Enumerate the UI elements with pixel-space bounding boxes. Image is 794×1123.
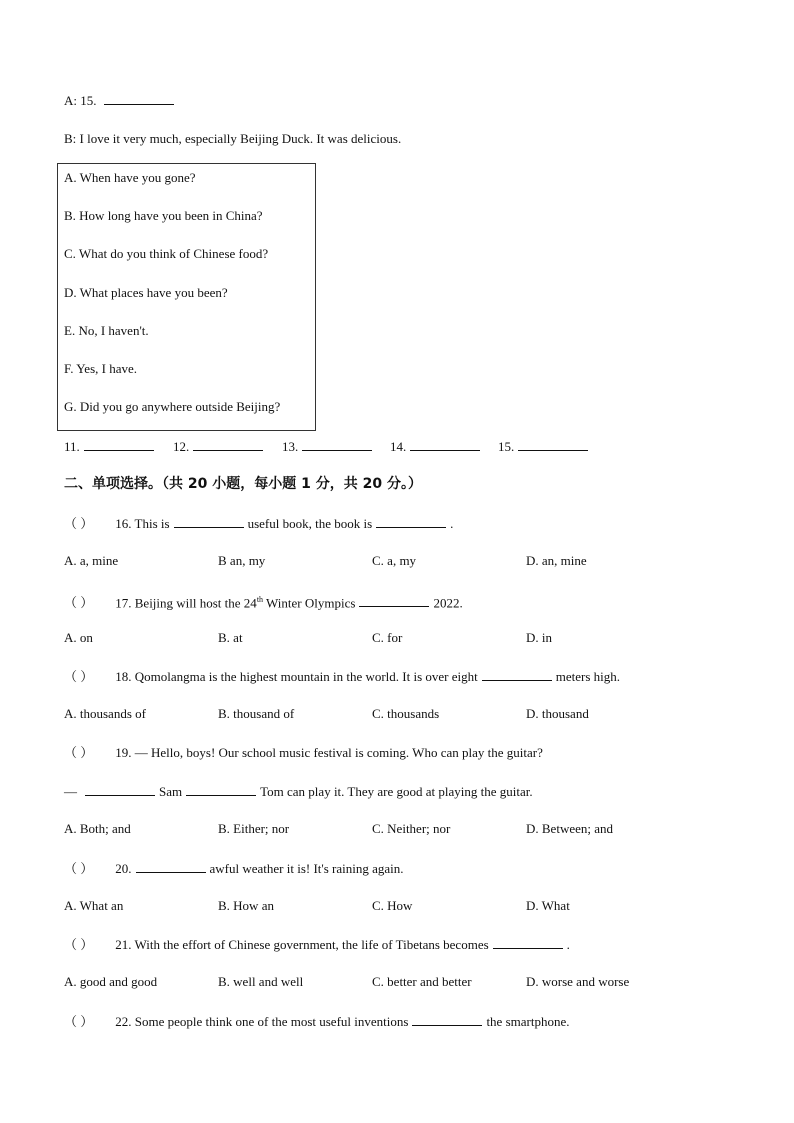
answer-blank[interactable] — [410, 438, 480, 451]
answer-paren[interactable]: （ ） — [64, 1014, 94, 1029]
dialogue-dash: — — [64, 784, 77, 799]
question-text: Sam — [159, 784, 183, 799]
question-text: 19. — Hello, boys! Our school music festival is coming. Who can play the guitar? — [115, 745, 543, 760]
answer-blank[interactable] — [136, 860, 206, 873]
answer-blank[interactable] — [193, 438, 263, 451]
answer-number: 11. — [64, 439, 80, 454]
question-text: Tom can play it. They are good at playing the guitar. — [260, 784, 533, 799]
q19-option-b: B. Either; nor — [218, 821, 290, 836]
q16-option-c: C. a, my — [372, 553, 417, 568]
q19-option-c: C. Neither; nor — [372, 821, 451, 836]
q18-option-a: A. thousands of — [64, 706, 146, 721]
question-21 — [64, 936, 570, 953]
q16-option-d: D. an, mine — [526, 553, 587, 568]
answer-number: 14. — [390, 439, 407, 454]
box-option-d: D. What places have you been? — [64, 285, 228, 300]
answer-paren[interactable]: （ ） — [64, 937, 94, 952]
question-text: the smartphone. — [486, 1014, 570, 1029]
answer-blank[interactable] — [359, 594, 429, 607]
question-16 — [64, 515, 453, 532]
dialogue-b: B: I love it very much, especially Beijing Duck. It was delicious. — [64, 131, 402, 146]
question-text: 16. This is — [115, 516, 170, 531]
options-box — [57, 163, 316, 431]
q16-option-a: A. a, mine — [64, 553, 119, 568]
answer-blank[interactable] — [85, 783, 155, 796]
speaker-a: A: — [64, 93, 77, 108]
box-option-e: E. No, I haven't. — [64, 323, 149, 338]
q18-option-d: D. thousand — [526, 706, 589, 721]
q21-option-b: B. well and well — [218, 974, 304, 989]
superscript: th — [256, 595, 264, 604]
question-22 — [64, 1013, 569, 1030]
answer-blank[interactable] — [482, 668, 552, 681]
answer-14 — [390, 438, 484, 455]
answer-blank[interactable] — [104, 92, 174, 105]
answer-number: 15. — [498, 439, 515, 454]
q17-option-a: A. on — [64, 630, 93, 645]
box-option-b: B. How long have you been in China? — [64, 208, 263, 223]
section-heading: 二、单项选择。（共 20 小题，每小题 1 分，共 20 分。） — [64, 476, 422, 492]
answer-blank[interactable] — [174, 515, 244, 528]
question-19-reply — [64, 783, 533, 800]
question-18 — [64, 668, 620, 685]
question-text: useful book, the book is — [247, 516, 373, 531]
box-option-g: G. Did you go anywhere outside Beijing? — [64, 399, 281, 414]
q20-option-c: C. How — [372, 898, 413, 913]
q21-option-a: A. good and good — [64, 974, 158, 989]
answer-blank[interactable] — [493, 936, 563, 949]
answer-paren[interactable]: （ ） — [64, 669, 94, 684]
q21-option-c: C. better and better — [372, 974, 472, 989]
answer-paren[interactable]: （ ） — [64, 595, 94, 611]
question-text: . — [566, 937, 570, 952]
answer-blank[interactable] — [84, 438, 154, 451]
question-text: Winter Olympics — [263, 595, 356, 611]
answer-13 — [282, 438, 376, 455]
question-text: awful weather it is! It's raining again. — [209, 861, 404, 876]
answer-paren[interactable]: （ ） — [64, 861, 94, 876]
question-number: 15. — [80, 93, 97, 108]
answer-15 — [498, 438, 592, 455]
question-text: 20. — [115, 861, 132, 876]
q20-option-b: B. How an — [218, 898, 274, 913]
question-17 — [64, 592, 463, 611]
q18-option-b: B. thousand of — [218, 706, 295, 721]
q17-option-d: D. in — [526, 630, 552, 645]
q20-option-a: A. What an — [64, 898, 124, 913]
answer-blank[interactable] — [186, 783, 256, 796]
question-text: 21. With the effort of Chinese government, the life of Tibetans becomes — [115, 937, 489, 952]
box-option-c: C. What do you think of Chinese food? — [64, 246, 269, 261]
q16-option-b: B an, my — [218, 553, 266, 568]
answer-12 — [173, 438, 267, 455]
q18-option-c: C. thousands — [372, 706, 440, 721]
answer-blank[interactable] — [412, 1013, 482, 1026]
question-19 — [64, 745, 543, 761]
dialogue-a15 — [64, 92, 178, 109]
question-text: . — [450, 516, 454, 531]
box-option-a: A. When have you gone? — [64, 170, 196, 185]
box-option-f: F. Yes, I have. — [64, 361, 137, 376]
answer-blank[interactable] — [518, 438, 588, 451]
answer-blank[interactable] — [376, 515, 446, 528]
q17-option-c: C. for — [372, 630, 403, 645]
question-text: 2022. — [433, 595, 463, 611]
answer-paren[interactable]: （ ） — [64, 745, 94, 760]
q21-option-d: D. worse and worse — [526, 974, 630, 989]
question-text: 17. Beijing will host the 24 — [115, 595, 257, 611]
question-20 — [64, 860, 404, 877]
q20-option-d: D. What — [526, 898, 570, 913]
question-text: 18. Qomolangma is the highest mountain in the world. It is over eight — [115, 669, 478, 684]
q19-option-a: A. Both; and — [64, 821, 131, 836]
answer-paren[interactable]: （ ） — [64, 516, 94, 531]
answer-number: 12. — [173, 439, 190, 454]
question-text: 22. Some people think one of the most useful inventions — [115, 1014, 409, 1029]
answer-11 — [64, 438, 158, 455]
answer-blank[interactable] — [302, 438, 372, 451]
q17-option-b: B. at — [218, 630, 243, 645]
question-text: meters high. — [555, 669, 621, 684]
q19-option-d: D. Between; and — [526, 821, 614, 836]
answer-number: 13. — [282, 439, 299, 454]
